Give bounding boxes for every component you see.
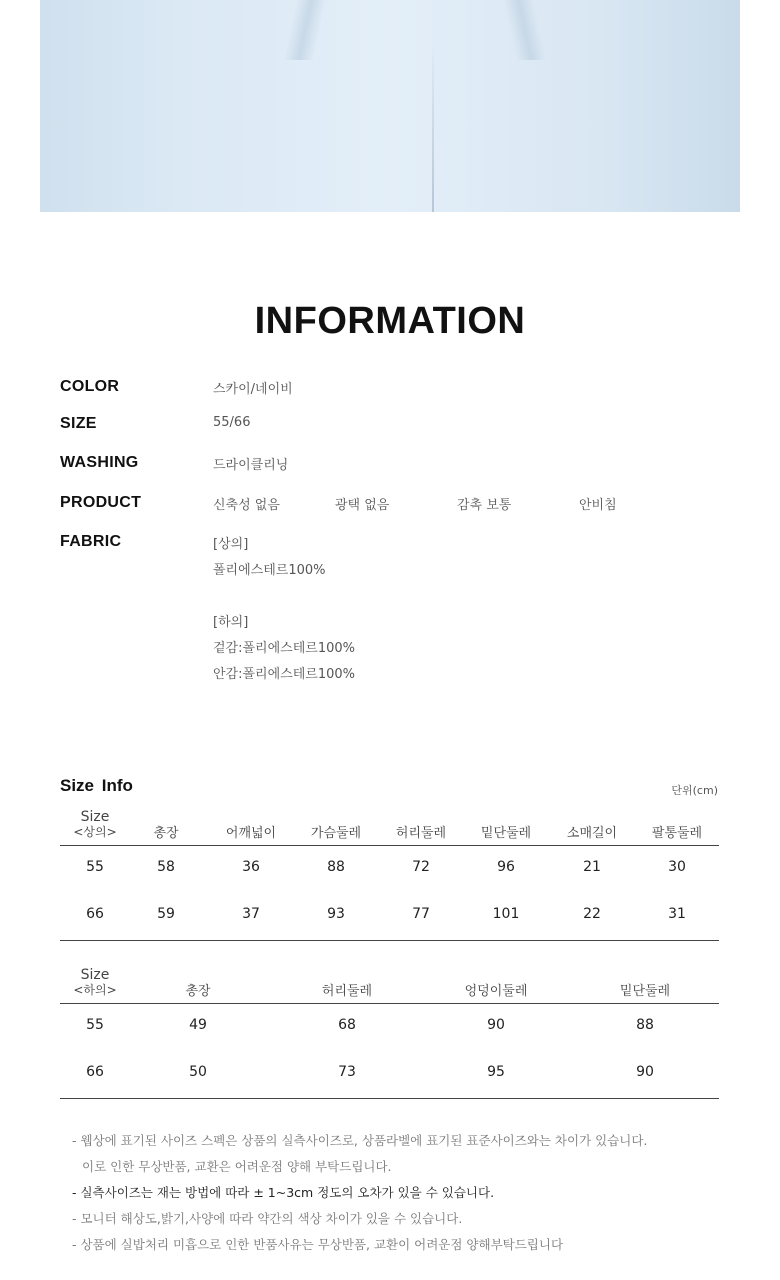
table-divider	[60, 940, 719, 941]
product-value: 신축성 없음	[213, 498, 280, 513]
value-cell: 90	[487, 1017, 505, 1033]
value-cell: 88	[327, 859, 345, 875]
fabric-line: [상의]	[213, 537, 249, 552]
value-cell: 21	[583, 859, 601, 875]
value-cell: 77	[412, 906, 430, 922]
table-divider	[60, 1003, 719, 1004]
value-cell: 101	[492, 906, 520, 922]
info-value-size: 55/66	[213, 415, 251, 430]
size-cell: 55	[86, 1017, 104, 1033]
column-header: 소매길이	[566, 826, 618, 841]
value-cell: 30	[668, 859, 686, 875]
size-label: Size	[80, 809, 110, 825]
info-label-product: PRODUCT	[60, 494, 142, 511]
info-value-color: 스카이/네이비	[213, 382, 293, 397]
value-cell: 88	[636, 1017, 654, 1033]
size-cell: 66	[86, 1064, 104, 1080]
product-value: 감촉 보통	[457, 498, 512, 513]
value-cell: 36	[242, 859, 260, 875]
note-line: - 웹상에 표기된 사이즈 스펙은 상품의 실측사이즈로, 상품라벨에 표기된 표준사이즈와는 차이가 있습니다.	[72, 1133, 648, 1148]
note-line: - 상품에 실밥처리 미흡으로 인한 반품사유는 무상반품, 교환이 어려운점 양해부탁드립니다	[72, 1237, 564, 1252]
product-photo	[40, 0, 740, 212]
column-header: 허리둘레	[395, 826, 447, 841]
column-header: 밑단둘레	[619, 984, 671, 999]
size-column-header	[73, 810, 116, 840]
fabric-fold	[284, 0, 327, 60]
product-value: 광택 없음	[335, 498, 390, 513]
note-line: 이로 인한 무상반품, 교환은 어려운점 양해 부탁드립니다.	[82, 1159, 392, 1174]
size-cell: 66	[86, 906, 104, 922]
fabric-line: 안감:폴리에스테르100%	[213, 667, 356, 682]
value-cell: 72	[412, 859, 430, 875]
size-sub-label: <상의>	[73, 825, 117, 839]
column-header: 팔통둘레	[651, 826, 703, 841]
column-header: 밑단둘레	[480, 826, 532, 841]
info-value-washing: 드라이클리닝	[213, 458, 289, 473]
unit-label: 단위(cm)	[671, 784, 718, 797]
value-cell: 49	[189, 1017, 207, 1033]
info-label-washing: WASHING	[60, 454, 139, 471]
skirt-seam	[432, 40, 434, 212]
column-header: 총장	[153, 826, 179, 841]
fabric-fold	[504, 0, 547, 60]
value-cell: 90	[636, 1064, 654, 1080]
column-header: 허리둘레	[321, 984, 373, 999]
info-label-color: COLOR	[60, 378, 120, 395]
info-label-size: SIZE	[60, 415, 97, 432]
info-label-fabric: FABRIC	[60, 533, 122, 550]
value-cell: 50	[189, 1064, 207, 1080]
fabric-line: [하의]	[213, 615, 249, 630]
value-cell: 59	[157, 906, 175, 922]
information-title: INFORMATION	[254, 300, 526, 342]
note-line: - 모니터 해상도,밝기,사양에 따라 약간의 색상 차이가 있을 수 있습니다.	[72, 1211, 463, 1226]
fabric-line: 폴리에스테르100%	[213, 563, 326, 578]
value-cell: 95	[487, 1064, 505, 1080]
column-header: 엉덩이둘레	[464, 984, 528, 999]
table-divider	[60, 1098, 719, 1099]
value-cell: 37	[242, 906, 260, 922]
fabric-line: 겉감:폴리에스테르100%	[213, 641, 356, 656]
size-sub-label: <하의>	[73, 983, 117, 997]
product-value: 안비침	[579, 498, 617, 513]
value-cell: 73	[338, 1064, 356, 1080]
value-cell: 58	[157, 859, 175, 875]
value-cell: 22	[583, 906, 601, 922]
value-cell: 31	[668, 906, 686, 922]
size-info-title: Size Info	[60, 776, 133, 795]
value-cell: 93	[327, 906, 345, 922]
column-header: 어깨넓이	[225, 826, 277, 841]
value-cell: 96	[497, 859, 515, 875]
column-header: 가슴둘레	[310, 826, 362, 841]
table-divider	[60, 845, 719, 846]
value-cell: 68	[338, 1017, 356, 1033]
note-line-emphasis: - 실측사이즈는 재는 방법에 따라 ± 1~3cm 정도의 오차가 있을 수 있습니다.	[72, 1185, 495, 1200]
column-header: 총장	[185, 984, 211, 999]
size-label: Size	[80, 967, 110, 983]
size-cell: 55	[86, 859, 104, 875]
size-column-header	[73, 968, 116, 998]
